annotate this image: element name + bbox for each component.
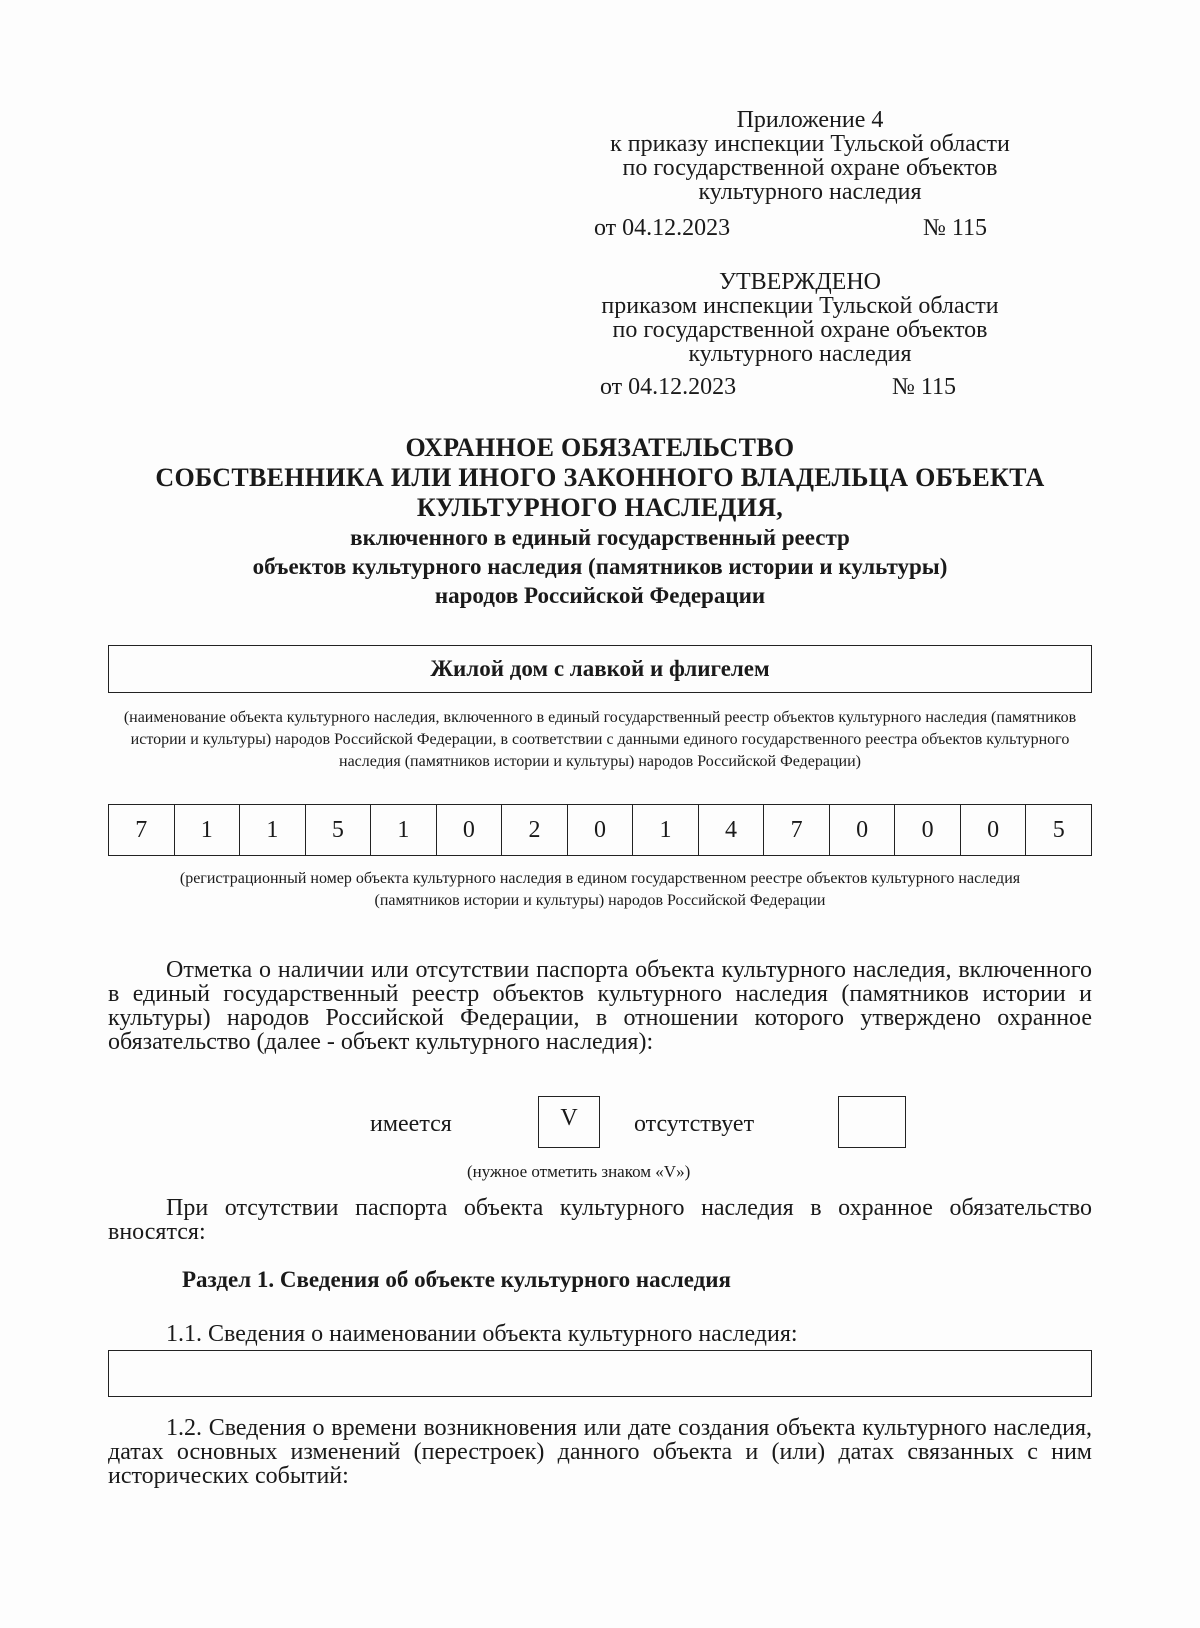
approved-line-1: УТВЕРЖДЕНО [718,269,882,295]
reg-digit-6: 0 [437,805,503,855]
title-line-5: объектов культурного наследия (памятников истории и культуры) [252,554,948,579]
reg-digit-7: 2 [502,805,568,855]
reg-digit-1: 7 [109,805,175,855]
reg-digit-15: 5 [1052,816,1065,843]
reg-digit-12: 0 [830,805,896,855]
appendix-line-3: по государственной охране объектов [622,155,998,181]
appendix-number: № 115 [923,215,988,241]
title-line-4: включенного в единый государственный реестр [350,525,850,550]
registration-number-grid [108,804,1092,856]
item-1-2-paragraph: 1.2. Сведения о времени возникновения или дате создания объекта культурного наследия, датах основных изменений (перестроек) данного объекта и (или) датах связанных с ним исторических событий: [108,1415,1092,1489]
passport-has-checkbox[interactable] [538,1096,600,1148]
reg-digit-13: 0 [895,805,961,855]
reg-digit-11: 7 [764,805,830,855]
passport-has-label: имеется [370,1111,452,1137]
title-line-2: СОБСТВЕННИКА ИЛИ ИНОГО ЗАКОННОГО ВЛАДЕЛЬЦА ОБЪЕКТА [155,463,1045,492]
approved-line-2: приказом инспекции Тульской области [601,293,999,319]
approved-number: № 115 [892,374,957,400]
appendix-line-1: Приложение 4 [736,107,884,133]
approved-block [540,270,1060,366]
passport-mark-hint: (нужное отметить знаком «V») [467,1162,691,1181]
object-name: Жилой дом с лавкой и флигелем [430,656,770,681]
item-1-1-label: 1.1. Сведения о наименовании объекта культурного наследия: [166,1321,798,1347]
item-1-1-field[interactable] [108,1350,1092,1397]
reg-digit-9: 1 [633,805,699,855]
passport-absent-label: отсутствует [634,1111,755,1137]
reg-digit-2: 1 [175,805,241,855]
passport-has-mark: V [560,1105,578,1131]
title-line-6: народов Российской Федерации [434,583,766,608]
reg-digit-14: 0 [961,805,1027,855]
passport-intro-paragraph: Отметка о наличии или отсутствии паспорта объекта культурного наследия, включенного в единый государственный реестр объектов культурного наследия (памятников истории и культуры) народов Российской Федерации, в отношении которого утверждено охранное обязательство (далее - объект культурного наследия): [108,957,1092,1055]
reg-digit-3: 1 [240,805,306,855]
section-1-title: Раздел 1. Сведения об объекте культурного наследия [182,1267,731,1292]
approved-line-3: по государственной охране объектов [612,317,988,343]
reg-digit-5: 1 [371,805,437,855]
object-name-caption: (наименование объекта культурного наследия, включенного в единый государственный реестр объектов культурного наследия (памятников истории и культуры) народов Российской Федерации, в соответствии с данными единого государственного реестра объектов культурного наследия (памятников истории и культуры) народов Российской Федерации) [123,709,1077,770]
passport-absent-note: При отсутствии паспорта объекта культурного наследия в охранное обязательство вносятся: [108,1195,1092,1245]
appendix-line-4: культурного наследия [698,179,922,205]
reg-digit-4: 5 [306,805,372,855]
appendix-line-2: к приказу инспекции Тульской области [610,131,1010,157]
appendix-header [560,108,1060,204]
registration-number-caption: (регистрационный номер объекта культурного наследия в едином государственном реестре объектов культурного наследия (памятников истории и культуры) народов Российской Федерации [179,870,1021,909]
passport-absent-checkbox[interactable] [838,1096,906,1148]
title-line-1: ОХРАННОЕ ОБЯЗАТЕЛЬСТВО [405,433,795,462]
approved-date: от 04.12.2023 [600,374,737,400]
appendix-date: от 04.12.2023 [594,215,731,241]
object-name-box [108,645,1092,693]
document-title [100,433,1100,610]
approved-line-4: культурного наследия [688,341,912,367]
title-line-3: КУЛЬТУРНОГО НАСЛЕДИЯ, [416,493,784,522]
reg-digit-8: 0 [568,805,634,855]
reg-digit-10: 4 [699,805,765,855]
